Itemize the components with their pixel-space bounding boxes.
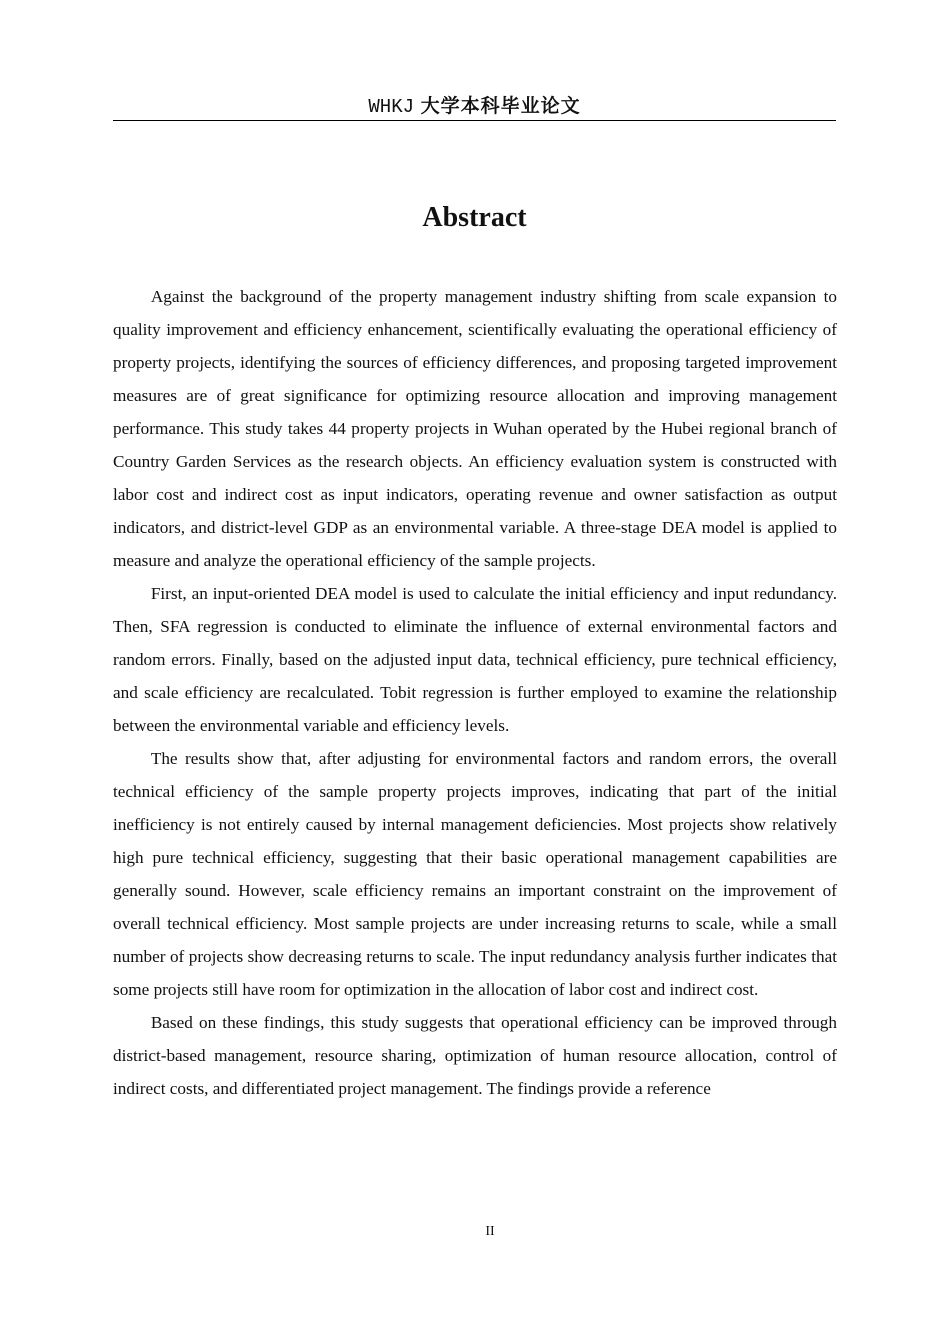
page-number: II xyxy=(485,1224,495,1239)
abstract-paragraph-3: The results show that, after adjusting for environmental factors and random errors, the overall technical efficiency of the sample property projects improves, indicating that part of the initial inefficiency is not entirely caused by internal management deficiencies. Most projects show relatively high pure technical efficiency, suggesting that their basic operational management capabilities are generally sound. However, scale efficiency remains an important constraint on the improvement of overall technical efficiency. Most sample projects are under increasing returns to scale, while a small number of projects show decreasing returns to scale. The input redundancy analysis further indicates that some projects still have room for optimization in the allocation of labor cost and indirect cost. xyxy=(113,749,837,999)
abstract-title: Abstract xyxy=(422,202,527,233)
abstract-body xyxy=(113,280,837,1105)
header-thesis-label: 大学本科毕业论文 xyxy=(420,95,581,117)
abstract-paragraph-1: Against the background of the property management industry shifting from scale expansion to quality improvement and efficiency enhancement, scientifically evaluating the operational efficiency of property projects, identifying the sources of efficiency differences, and proposing targeted improvement measures are of great significance for optimizing resource allocation and improving management performance. This study takes 44 property projects in Wuhan operated by the Hubei regional branch of Country Garden Services as the research objects. An efficiency evaluation system is constructed with labor cost and indirect cost as input indicators, operating revenue and owner satisfaction as output indicators, and district-level GDP as an environmental variable. A three-stage DEA model is applied to measure and analyze the operational efficiency of the sample projects. xyxy=(113,287,837,570)
abstract-paragraph-2: First, an input-oriented DEA model is used to calculate the initial efficiency and input redundancy. Then, SFA regression is conducted to eliminate the influence of external environmental factors and random errors. Finally, based on the adjusted input data, technical efficiency, pure technical efficiency, and scale efficiency are recalculated. Tobit regression is further employed to examine the relationship between the environmental variable and efficiency levels. xyxy=(113,584,837,735)
header-school-code: WHKJ xyxy=(368,96,415,118)
abstract-paragraph-4: Based on these findings, this study suggests that operational efficiency can be improved through district-based management, resource sharing, optimization of human resource allocation, control of indirect costs, and differentiated project management. The findings provide a reference xyxy=(113,1013,837,1098)
page-header xyxy=(113,92,836,121)
